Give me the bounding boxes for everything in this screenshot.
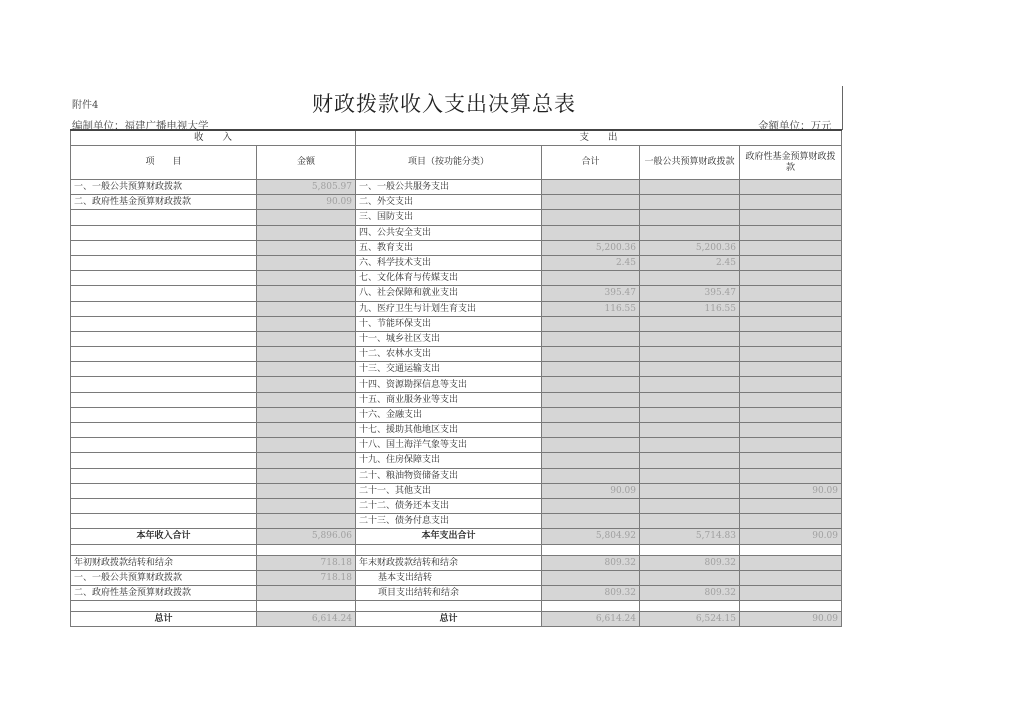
income-amount-cell: 5,896.06 <box>257 529 356 544</box>
expense-total-cell: 5,804.92 <box>542 529 640 544</box>
income-amount-cell <box>257 392 356 407</box>
col-header-fund: 政府性基金预算财政拨款 <box>740 146 842 180</box>
income-amount-cell <box>257 301 356 316</box>
expense-general-cell <box>640 483 740 498</box>
income-item-cell <box>71 392 257 407</box>
expense-general-cell <box>640 271 740 286</box>
carry-row <box>71 585 842 600</box>
spacer-cell <box>640 544 740 555</box>
table-row <box>71 377 842 392</box>
income-item-cell <box>71 331 257 346</box>
expense-fund-cell <box>740 392 842 407</box>
table-row <box>71 316 842 331</box>
expense-general-cell <box>640 438 740 453</box>
expense-general-cell <box>640 392 740 407</box>
expense-total-cell <box>542 362 640 377</box>
table-row <box>71 240 842 255</box>
expense-fund-cell <box>740 362 842 377</box>
expense-general-cell: 6,524.15 <box>640 612 740 627</box>
expense-fund-cell <box>740 210 842 225</box>
income-item-cell <box>71 286 257 301</box>
expense-fund-cell <box>740 377 842 392</box>
expense-general-cell <box>640 453 740 468</box>
expense-total-cell: 395.47 <box>542 286 640 301</box>
grand-total-row <box>71 612 842 627</box>
expense-general-cell <box>640 195 740 210</box>
expense-item-cell: 二十一、其他支出 <box>356 483 542 498</box>
expense-total-cell: 809.32 <box>542 555 640 570</box>
expense-item-cell: 本年支出合计 <box>356 529 542 544</box>
table-row <box>71 514 842 529</box>
expense-general-cell <box>640 331 740 346</box>
spacer-cell <box>740 601 842 612</box>
expense-item-cell: 二十、粮油物资储备支出 <box>356 468 542 483</box>
expense-fund-cell <box>740 555 842 570</box>
expense-fund-cell <box>740 438 842 453</box>
income-amount-cell <box>257 255 356 270</box>
expense-total-cell <box>542 271 640 286</box>
expense-fund-cell <box>740 240 842 255</box>
spacer-cell <box>71 544 257 555</box>
income-amount-cell <box>257 438 356 453</box>
income-amount-cell: 718.18 <box>257 570 356 585</box>
expense-total-cell <box>542 377 640 392</box>
expense-general-cell <box>640 570 740 585</box>
expense-general-cell <box>640 362 740 377</box>
income-item-cell <box>71 438 257 453</box>
expense-item-cell: 九、医疗卫生与计划生育支出 <box>356 301 542 316</box>
table-row <box>71 423 842 438</box>
income-item-cell <box>71 407 257 422</box>
income-amount-cell <box>257 377 356 392</box>
income-section-header: 收 入 <box>71 130 356 146</box>
income-amount-cell <box>257 210 356 225</box>
expense-total-cell <box>542 423 640 438</box>
income-item-cell <box>71 362 257 377</box>
expense-item-cell: 十二、农林水支出 <box>356 347 542 362</box>
expense-general-cell <box>640 180 740 195</box>
expense-fund-cell: 90.09 <box>740 483 842 498</box>
spacer-cell <box>740 544 842 555</box>
expense-general-cell <box>640 498 740 513</box>
expense-item-cell: 十四、资源勘探信息等支出 <box>356 377 542 392</box>
expense-item-cell: 四、公共安全支出 <box>356 225 542 240</box>
income-item-cell <box>71 316 257 331</box>
expense-item-cell: 五、教育支出 <box>356 240 542 255</box>
income-amount-cell: 5,805.97 <box>257 180 356 195</box>
expense-fund-cell <box>740 347 842 362</box>
col-header-item: 项 目 <box>71 146 257 180</box>
expense-item-cell: 项目支出结转和结余 <box>356 585 542 600</box>
expense-general-cell <box>640 514 740 529</box>
expense-fund-cell <box>740 331 842 346</box>
income-item-cell: 一、一般公共预算财政拨款 <box>71 180 257 195</box>
attachment-label: 附件4 <box>72 100 99 111</box>
expense-fund-cell <box>740 180 842 195</box>
spacer-cell <box>356 544 542 555</box>
spacer-cell <box>542 544 640 555</box>
spacer-row <box>71 544 842 555</box>
expense-fund-cell: 90.09 <box>740 612 842 627</box>
expense-general-cell: 395.47 <box>640 286 740 301</box>
income-amount-cell: 718.18 <box>257 555 356 570</box>
expense-total-cell <box>542 453 640 468</box>
income-item-cell <box>71 210 257 225</box>
income-item-cell <box>71 498 257 513</box>
income-item-cell <box>71 255 257 270</box>
income-item-cell <box>71 240 257 255</box>
expense-item-cell: 十九、住房保障支出 <box>356 453 542 468</box>
expense-general-cell: 5,200.36 <box>640 240 740 255</box>
financial-summary-table <box>70 129 842 627</box>
expense-general-cell: 116.55 <box>640 301 740 316</box>
expense-general-cell <box>640 225 740 240</box>
expense-fund-cell <box>740 498 842 513</box>
expense-item-cell: 十五、商业服务业等支出 <box>356 392 542 407</box>
expense-general-cell: 5,714.83 <box>640 529 740 544</box>
expense-fund-cell <box>740 255 842 270</box>
expense-item-cell: 总计 <box>356 612 542 627</box>
expense-item-cell: 二、外交支出 <box>356 195 542 210</box>
table-row <box>71 483 842 498</box>
expense-general-cell <box>640 407 740 422</box>
income-amount-cell <box>257 316 356 331</box>
expense-total-cell <box>542 498 640 513</box>
expense-general-cell <box>640 210 740 225</box>
expense-total-cell <box>542 468 640 483</box>
expense-item-cell: 基本支出结转 <box>356 570 542 585</box>
expense-total-cell <box>542 392 640 407</box>
expense-general-cell <box>640 423 740 438</box>
expense-total-cell: 2.45 <box>542 255 640 270</box>
income-amount-cell <box>257 271 356 286</box>
income-item-cell <box>71 468 257 483</box>
expense-fund-cell <box>740 301 842 316</box>
col-header-general: 一般公共预算财政拨款 <box>640 146 740 180</box>
col-header-exp-item: 项目（按功能分类） <box>356 146 542 180</box>
expense-fund-cell <box>740 271 842 286</box>
expense-total-cell: 809.32 <box>542 585 640 600</box>
expense-item-cell: 年末财政拨款结转和结余 <box>356 555 542 570</box>
expense-section-header: 支 出 <box>356 130 842 146</box>
expense-total-cell <box>542 331 640 346</box>
income-amount-cell <box>257 331 356 346</box>
income-amount-cell <box>257 483 356 498</box>
income-item-cell <box>71 225 257 240</box>
income-amount-cell <box>257 468 356 483</box>
income-amount-cell <box>257 407 356 422</box>
income-amount-cell <box>257 585 356 600</box>
income-amount-cell: 6,614.24 <box>257 612 356 627</box>
table-row <box>71 392 842 407</box>
expense-item-cell: 十一、城乡社区支出 <box>356 331 542 346</box>
table-row <box>71 362 842 377</box>
expense-fund-cell <box>740 514 842 529</box>
table-row <box>71 255 842 270</box>
expense-item-cell: 八、社会保障和就业支出 <box>356 286 542 301</box>
table-row <box>71 225 842 240</box>
spacer-cell <box>71 601 257 612</box>
section-header-row <box>71 130 842 146</box>
expense-fund-cell <box>740 316 842 331</box>
expense-fund-cell <box>740 468 842 483</box>
expense-fund-cell <box>740 570 842 585</box>
expense-fund-cell: 90.09 <box>740 529 842 544</box>
expense-general-cell: 809.32 <box>640 555 740 570</box>
spacer-cell <box>356 601 542 612</box>
income-amount-cell <box>257 423 356 438</box>
expense-fund-cell <box>740 453 842 468</box>
table-row <box>71 301 842 316</box>
year-total-row <box>71 529 842 544</box>
expense-item-cell: 七、文化体育与传媒支出 <box>356 271 542 286</box>
expense-item-cell: 十七、援助其他地区支出 <box>356 423 542 438</box>
expense-total-cell <box>542 407 640 422</box>
expense-total-cell <box>542 210 640 225</box>
expense-item-cell: 三、国防支出 <box>356 210 542 225</box>
table-row <box>71 347 842 362</box>
income-item-cell <box>71 423 257 438</box>
expense-total-cell: 90.09 <box>542 483 640 498</box>
table-row <box>71 498 842 513</box>
expense-total-cell: 5,200.36 <box>542 240 640 255</box>
expense-general-cell <box>640 377 740 392</box>
income-amount-cell: 90.09 <box>257 195 356 210</box>
income-item-cell: 年初财政拨款结转和结余 <box>71 555 257 570</box>
expense-fund-cell <box>740 195 842 210</box>
table-row <box>71 453 842 468</box>
income-amount-cell <box>257 498 356 513</box>
col-header-total: 合计 <box>542 146 640 180</box>
expense-total-cell: 116.55 <box>542 301 640 316</box>
page-title: 财政拨款收入支出决算总表 <box>312 92 576 116</box>
spacer-cell <box>640 601 740 612</box>
income-item-cell: 总计 <box>71 612 257 627</box>
spacer-cell <box>257 601 356 612</box>
table-row <box>71 407 842 422</box>
expense-total-cell: 6,614.24 <box>542 612 640 627</box>
expense-total-cell <box>542 316 640 331</box>
amount-unit: 金额单位：万元 <box>758 120 832 132</box>
col-header-amount: 金额 <box>257 146 356 180</box>
expense-fund-cell <box>740 286 842 301</box>
income-item-cell: 二、政府性基金预算财政拨款 <box>71 585 257 600</box>
income-amount-cell <box>257 347 356 362</box>
carry-row <box>71 570 842 585</box>
income-item-cell <box>71 271 257 286</box>
compiling-unit: 编制单位：福建广播电视大学 <box>72 120 209 132</box>
expense-item-cell: 六、科学技术支出 <box>356 255 542 270</box>
income-item-cell: 本年收入合计 <box>71 529 257 544</box>
table-row <box>71 271 842 286</box>
income-amount-cell <box>257 514 356 529</box>
divider <box>842 86 843 130</box>
income-amount-cell <box>257 286 356 301</box>
table-row <box>71 331 842 346</box>
income-item-cell <box>71 377 257 392</box>
expense-fund-cell <box>740 225 842 240</box>
expense-total-cell <box>542 438 640 453</box>
expense-item-cell: 十三、交通运输支出 <box>356 362 542 377</box>
income-item-cell <box>71 347 257 362</box>
expense-total-cell <box>542 570 640 585</box>
expense-general-cell <box>640 468 740 483</box>
expense-item-cell: 十、节能环保支出 <box>356 316 542 331</box>
expense-item-cell: 一、一般公共服务支出 <box>356 180 542 195</box>
expense-general-cell <box>640 316 740 331</box>
table-row <box>71 195 842 210</box>
expense-general-cell: 2.45 <box>640 255 740 270</box>
expense-total-cell <box>542 347 640 362</box>
table-row <box>71 180 842 195</box>
income-item-cell <box>71 301 257 316</box>
income-item-cell <box>71 483 257 498</box>
income-amount-cell <box>257 362 356 377</box>
income-item-cell: 一、一般公共预算财政拨款 <box>71 570 257 585</box>
expense-total-cell <box>542 514 640 529</box>
expense-item-cell: 二十二、债务还本支出 <box>356 498 542 513</box>
income-amount-cell <box>257 240 356 255</box>
expense-general-cell <box>640 347 740 362</box>
table-row <box>71 210 842 225</box>
expense-total-cell <box>542 180 640 195</box>
expense-item-cell: 二十三、债务付息支出 <box>356 514 542 529</box>
spacer-row <box>71 601 842 612</box>
expense-item-cell: 十六、金融支出 <box>356 407 542 422</box>
income-item-cell <box>71 514 257 529</box>
table-row <box>71 286 842 301</box>
spacer-cell <box>542 601 640 612</box>
expense-total-cell <box>542 225 640 240</box>
carry-row <box>71 555 842 570</box>
income-item-cell: 二、政府性基金预算财政拨款 <box>71 195 257 210</box>
income-amount-cell <box>257 225 356 240</box>
income-amount-cell <box>257 453 356 468</box>
table-row <box>71 468 842 483</box>
expense-fund-cell <box>740 407 842 422</box>
table-row <box>71 438 842 453</box>
expense-item-cell: 十八、国土海洋气象等支出 <box>356 438 542 453</box>
expense-fund-cell <box>740 585 842 600</box>
income-item-cell <box>71 453 257 468</box>
expense-general-cell: 809.32 <box>640 585 740 600</box>
spacer-cell <box>257 544 356 555</box>
expense-total-cell <box>542 195 640 210</box>
column-header-row <box>71 146 842 180</box>
expense-fund-cell <box>740 423 842 438</box>
